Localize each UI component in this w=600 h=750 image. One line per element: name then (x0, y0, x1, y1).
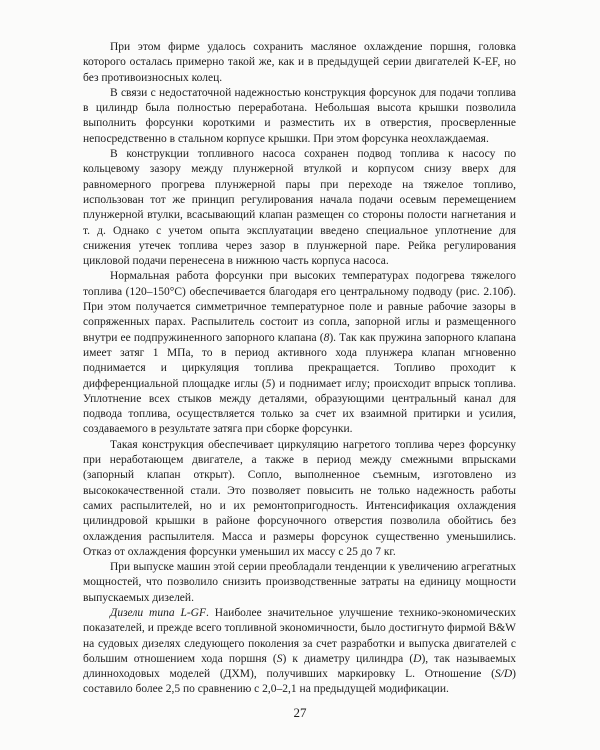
text-segment: ). При этом получается симметричное температурное поле и равные рабочие зазоры в сопряженных парах. Распылитель состоит из сопла, запорной иглы и размещенного внутри ее подпружиненного запорного клапана ( (83, 285, 516, 344)
text-segment: В связи с недостаточной надежностью конструкция форсунок для подачи топлива в цилиндр была полностью переработана. Небольшая высота крышки позволила выполнить форсунки короткими и разместить их в отверстия, просверленные непосредственно в стальном корпусе крышки. При этом форсунка неохлаждаемая. (83, 86, 516, 145)
text-segment: ), так называемых длинноходовых моделей (ДХМ), получивших маркировку L. Отношение ( (83, 652, 516, 681)
paragraph-4 (83, 269, 516, 437)
text-segment: Такая конструкция обеспечивает циркуляцию нагретого топлива через форсунку при неработающем двигателе, а также в период между смежными впрысками (запорный клапан открыт). Сопло, выполненное съемным, изготовлено из высококачественной стали. Это позволяет повысить не только надежность работы самих распылителей, но и их ремонтопригодность. Интенсификация охлаждения цилиндровой крышки в районе форсуночного отверстия позволила обойтись без охлаждения распылителя. Масса и размеры форсунок существенно уменьшились. Отказ от охлаждения форсунки уменьшил их массу с 25 до 7 кг. (83, 438, 516, 558)
text-segment: ). Так как пружина запорного клапана имеет затяг 1 МПа, то в период активного хода плунжера клапан мгновенно поднимается и циркуляция топлива прекращается. Топливо проходит к дифференциальной площадке иглы ( (83, 331, 516, 390)
text-segment: Нормальная работа форсунки при высоких температурах подогрева тяжелого топлива (120–150°С) обеспечивается благодаря его центральному подводу (рис. 2.10 (83, 270, 516, 298)
text-segment: ) к диаметру цилиндра ( (282, 652, 414, 665)
italic-text-segment: 5 (265, 377, 272, 390)
page-number: 27 (293, 705, 307, 720)
paragraph-6 (83, 560, 516, 606)
text-segment: ) составило более 2,5 по сравнению с 2,0–2,1 на предыдущей модификации. (83, 668, 516, 696)
italic-text-segment: б (503, 285, 510, 298)
text-segment: При этом фирме удалось сохранить масляное охлаждение поршня, головка которого осталась примерно такой же, как и в предыдущей серии двигателей K-EF, но без противоизносных колец. (83, 41, 516, 84)
text-segment: . Наиболее значительное улучшение технико-экономических показателей, и прежде всего топливной экономичности, было достигнуто фирмой B&W на судовых дизелях следующего поколения за счет разработки и выпуска двигателей с большим отношением хода поршня ( (83, 606, 516, 665)
paragraph-2 (83, 86, 516, 147)
paragraph-7 (83, 606, 516, 698)
paragraph-3 (83, 147, 516, 269)
italic-text-segment: D (413, 652, 422, 665)
italic-text-segment: S (276, 652, 283, 665)
italic-text-segment: Дизели типа L-GF (110, 606, 207, 619)
italic-text-segment: S/D (494, 668, 513, 681)
text-body (83, 40, 516, 698)
text-segment: При выпуске машин этой серии преобладали тенденции к увеличению агрегатных мощностей, что позволило снизить производственные затраты на единицу мощности выпускаемых дизелей. (83, 561, 516, 604)
text-segment: В конструкции топливного насоса сохранен подвод топлива к насосу по кольцевому зазору между плунжерной втулкой и корпусом снизу вверх для равномерного прогрева плунжерной пары при переходе на тяжелое топливо, использован тот же принцип регулирования начала подачи осевым перемещением плунжерной втулки, всасывающий клапан размещен со стороны полости нагнетания и т. д. Однако с учетом опыта эксплуатации введено специальное уплотнение для снижения утечек топлива через зазор в плунжерной паре. Рейка регулирования цикловой подачи перенесена в нижнюю часть корпуса насоса. (83, 148, 516, 268)
paragraph-1 (83, 40, 516, 86)
italic-text-segment: 8 (323, 331, 330, 344)
text-segment: ) и поднимает иглу; происходит впрыск топлива. Уплотнение всех стыков между деталями, образующими центральный канал для подвода топлива, осуществляется только за счет их взаимной притирки и усилия, создаваемого в результате затяга при сборке форсунки. (83, 377, 516, 436)
paragraph-5 (83, 438, 516, 560)
